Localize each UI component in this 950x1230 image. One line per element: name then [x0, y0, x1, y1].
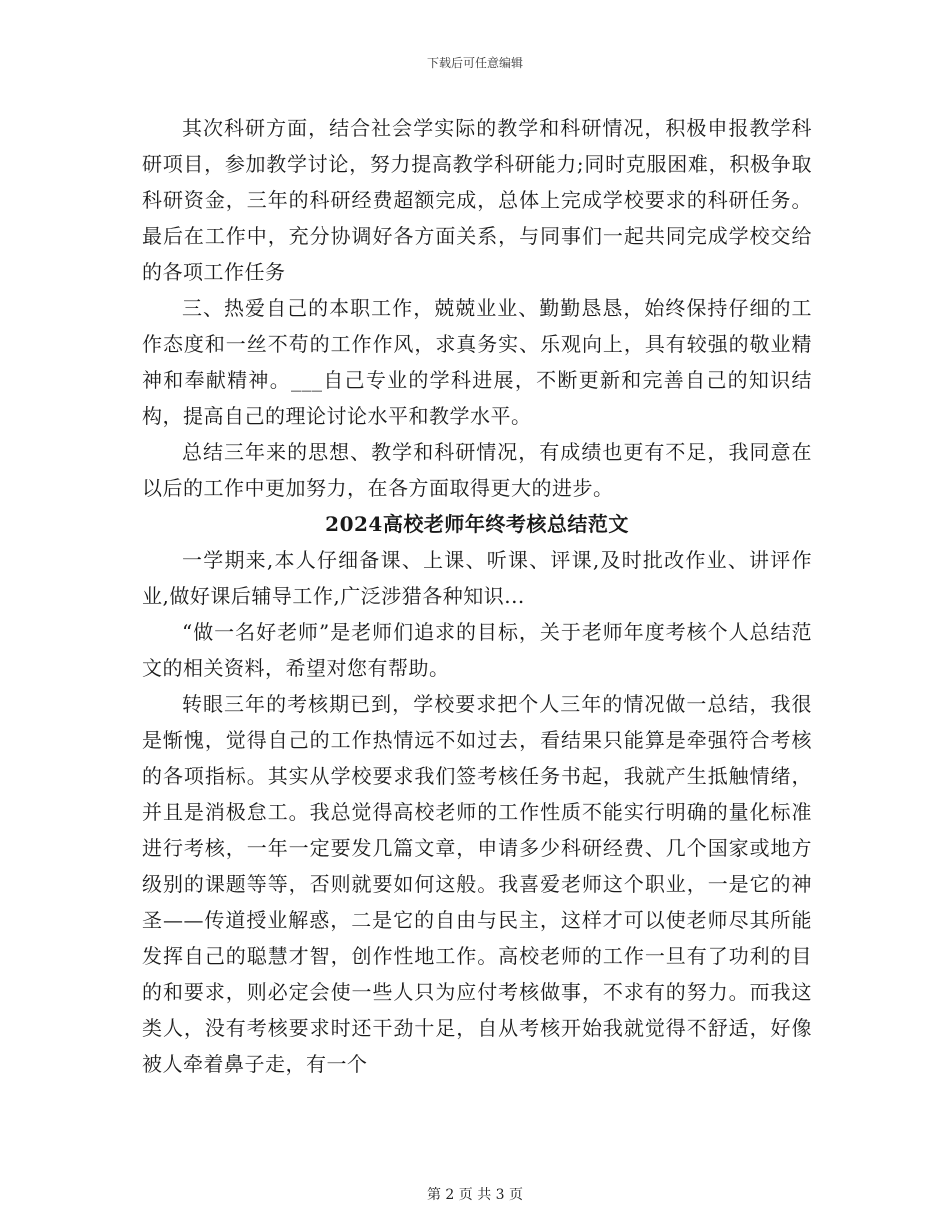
paragraph-summary: 总结三年来的思想、教学和科研情况，有成绩也更有不足，我同意在以后的工作中更加努力，在各方面取得更大的进步。: [142, 440, 812, 500]
section-heading: 2024高校老师年终考核总结范文: [325, 512, 629, 536]
document-body: [142, 110, 812, 1082]
page-header: 下载后可任意编辑: [426, 56, 523, 70]
paragraph-reflection: 转眼三年的考核期已到，学校要求把个人三年的情况做一总结，我很是惭愧，觉得自己的工作热情远不如过去，看结果只能算是牵强符合考核的各项指标。其实从学校要求我们签考核任务书起，我就产生抵触情绪，并且是消极怠工。我总觉得高校老师的工作性质不能实行明确的量化标准进行考核，一年一定要发几篇文章，申请多少科研经费、几个国家或地方级别的课题等等，否则就要如何这般。我喜爱老师这个职业，一是它的神圣——传道授业解惑，二是它的自由与民主，这样才可以使老师尽其所能发挥自己的聪慧才智，创作性地工作。高校老师的工作一旦有了功利的目的和要求，则必定会使一些人只为应付考核做事，不求有的努力。而我这类人，没有考核要求时还干劲十足，自从考核开始我就觉得不舒适，好像被人牵着鼻子走，有一个: [142, 692, 812, 1076]
paragraph-dedication: 三、热爱自己的本职工作，兢兢业业、勤勤恳恳，始终保持仔细的工作态度和一丝不苟的工作作风，求真务实、乐观向上，具有较强的敬业精神和奉献精神。___自己专业的学科进展，不断更新和完善自己的知识结构，提高自己的理论讨论水平和教学水平。: [142, 296, 812, 428]
paragraph-goal: “做一名好老师”是老师们追求的目标，关于老师年度考核个人总结范文的相关资料，希望对您有帮助。: [142, 620, 812, 680]
page-number: 第 2 页 共 3 页: [426, 1187, 524, 1203]
paragraph-research: 其次科研方面，结合社会学实际的教学和科研情况，积极申报教学科研项目，参加教学讨论，努力提高教学科研能力;同时克服困难，积极争取科研资金，三年的科研经费超额完成，总体上完成学校要求的科研任务。最后在工作中，充分协调好各方面关系，与同事们一起共同完成学校交给的各项工作任务: [142, 116, 812, 284]
paragraph-intro: 一学期来,本人仔细备课、上课、听课、评课,及时批改作业、讲评作业,做好课后辅导工作,广泛涉猎各种知识...: [142, 548, 812, 608]
